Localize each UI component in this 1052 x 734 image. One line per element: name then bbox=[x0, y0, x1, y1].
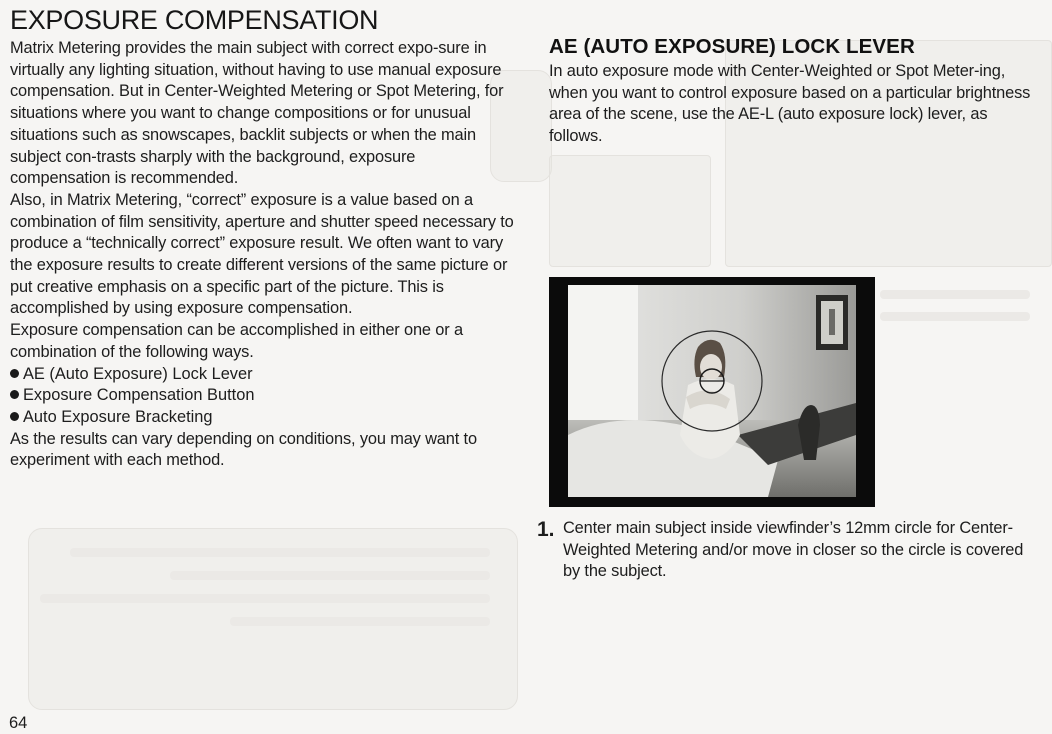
closing-paragraph: As the results can vary depending on conditions, you may want to experiment with each method. bbox=[10, 429, 477, 470]
bleed-through-line bbox=[880, 290, 1030, 299]
picture-figure bbox=[829, 309, 835, 335]
section-body: In auto exposure mode with Center-Weighted or Spot Meter-ing, when you want to control exposure based on a particular brightness area of the scene, use the AE-L (auto exposure lock) lever, as follows. bbox=[549, 62, 1031, 145]
bleed-through-line bbox=[230, 617, 490, 626]
bleed-through-box bbox=[549, 155, 711, 267]
left-column bbox=[10, 4, 518, 472]
bleed-through-line bbox=[70, 548, 490, 557]
list-item bbox=[10, 407, 518, 429]
method-label: Exposure Compensation Button bbox=[23, 386, 255, 405]
step-number: 1. bbox=[537, 518, 555, 541]
intro-paragraph: Also, in Matrix Metering, “correct” exposure is a value based on a combination of film sensitivity, aperture and shutter speed necessary to produce a “technically correct” exposure result. We often want to vary the exposure results to create different versions of the same picture or put creative emphasis on a specific part of the picture. This is accomplished by using exposure compensation. bbox=[10, 190, 514, 318]
list-item bbox=[10, 364, 518, 386]
page-number: 64 bbox=[9, 714, 28, 732]
bleed-through-line bbox=[880, 312, 1030, 321]
bullet-icon bbox=[10, 390, 19, 399]
bullet-icon bbox=[10, 412, 19, 421]
bleed-through-line bbox=[40, 594, 490, 603]
section-title: AE (AUTO EXPOSURE) LOCK LEVER bbox=[549, 35, 915, 58]
methods-list bbox=[10, 364, 518, 429]
viewfinder-photo-frame bbox=[549, 277, 875, 507]
step-text: Center main subject inside viewfinder’s 12mm circle for Center-Weighted Metering and/or move in closer so the circle is covered by the subject. bbox=[563, 519, 1024, 580]
page-title: EXPOSURE COMPENSATION bbox=[10, 5, 379, 35]
method-label: Auto Exposure Bracketing bbox=[23, 407, 213, 426]
viewfinder-photo bbox=[568, 285, 856, 497]
list-item bbox=[10, 385, 518, 407]
person-face bbox=[700, 354, 722, 380]
intro-paragraph: Matrix Metering provides the main subject with correct expo-sure in virtually any lighting situation, without having to use manual exposure compensation. But in Center-Weighted Metering or Spot Metering, for situations where you want to change compositions or for unusual situations such as snowscapes, backlit subjects or when the main subject con-trasts sharply with the background, exposure compensation is recommended. bbox=[10, 39, 504, 188]
step-item bbox=[537, 518, 1037, 583]
right-column bbox=[549, 35, 1044, 147]
viewfinder-scene bbox=[568, 285, 856, 497]
bleed-through-line bbox=[170, 571, 490, 580]
method-label: AE (Auto Exposure) Lock Lever bbox=[23, 364, 253, 383]
intro-paragraph: Exposure compensation can be accomplished in either one or a combination of the following ways. bbox=[10, 321, 463, 361]
bullet-icon bbox=[10, 369, 19, 378]
